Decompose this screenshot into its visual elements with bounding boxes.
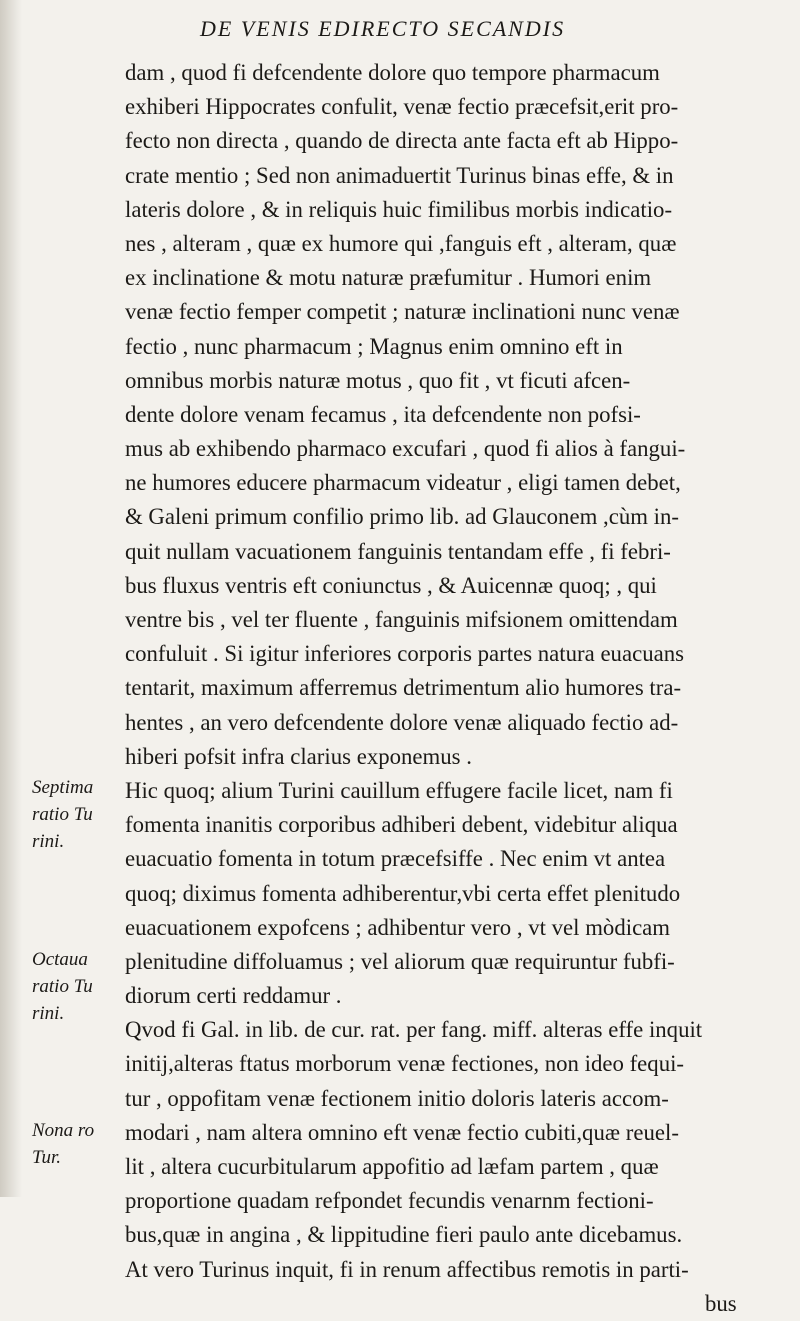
margin-note-nona: Nona ro Tur. bbox=[32, 1120, 95, 1168]
text-line: fectio , nunc pharmacum ; Magnus enim omnino eft in bbox=[125, 333, 623, 359]
text-line: euacuationem expofcens ; adhibentur vero , vt vel mòdicam bbox=[125, 914, 671, 940]
text-line: crate mentio ; Sed non animaduertit Turinus binas effe, & in bbox=[125, 162, 674, 188]
text-line: omnibus morbis naturæ motus , quo fit , vt ficuti afcen- bbox=[125, 367, 631, 393]
text-line: exhiberi Hippocrates confulit, venæ fectio præcefsit,erit pro- bbox=[125, 94, 679, 120]
text-line: plenitudine diffoluamus ; vel aliorum quæ requiruntur fubfi- bbox=[125, 948, 675, 974]
text-line: proportione quadam refpondet fecundis venarnm fectioni- bbox=[125, 1188, 654, 1214]
text-line: ne humores educere pharmacum videatur , eligi tamen debet, bbox=[125, 470, 681, 496]
text-line: tur , oppofitam venæ fectionem initio doloris lateris accom- bbox=[125, 1085, 669, 1111]
running-header: DE VENIS EDIRECTO SECANDIS bbox=[200, 16, 566, 41]
margin-note-septima: Septima ratio Tu rini. bbox=[32, 777, 94, 852]
text-line: hentes , an vero defcendente dolore venæ aliquado fectio ad- bbox=[125, 709, 679, 735]
text-line: ex inclinatione & motu naturæ præfumitur . Humori enim bbox=[125, 265, 652, 291]
text-line: venæ fectio femper competit ; naturæ inclinationi nunc venæ bbox=[125, 299, 680, 325]
text-line: bus,quæ in angina , & lippitudine fieri paulo ante dicebamus. bbox=[125, 1222, 683, 1248]
text-line: initij,alteras ftatus morborum venæ fectiones, non ideo fequi- bbox=[125, 1051, 685, 1077]
text-line: bus bbox=[705, 1290, 737, 1316]
body-text bbox=[125, 56, 780, 1321]
text-line: modari , nam altera omnino eft venæ fectio cubiti,quæ reuel- bbox=[125, 1119, 679, 1145]
text-line: Hic quoq; alium Turini cauillum effugere facile licet, nam fi bbox=[125, 777, 673, 803]
text-line: bus fluxus ventris eft coniunctus , & Auicennæ quoq; , qui bbox=[125, 572, 657, 598]
text-line: confuluit . Si igitur inferiores corporis partes natura euacuans bbox=[125, 641, 684, 667]
text-line: At vero Turinus inquit, fi in renum affectibus remotis in parti- bbox=[125, 1256, 689, 1282]
page-gutter-shadow bbox=[0, 0, 22, 1197]
text-line: nes , alteram , quæ ex humore qui ,fanguis eft , alteram, quæ bbox=[125, 230, 677, 256]
text-line: ventre bis , vel ter fluente , fanguinis mifsionem omittendam bbox=[125, 607, 678, 632]
text-line: mus ab exhibendo pharmaco excufari , quod fi alios à fangui- bbox=[125, 436, 686, 462]
text-line: lateris dolore , & in reliquis huic fimilibus morbis indicatio- bbox=[125, 196, 673, 222]
text-line: diorum certi reddamur . bbox=[125, 983, 342, 1009]
text-line: tentarit, maximum afferremus detrimentum alio humores tra- bbox=[125, 675, 682, 701]
text-line: euacuatio fomenta in totum præcefsiffe . Nec enim vt antea bbox=[125, 846, 666, 872]
text-line: dente dolore venam fecamus , ita defcendente non pofsi- bbox=[125, 401, 641, 427]
text-line: hiberi pofsit infra clarius exponemus . bbox=[125, 743, 472, 769]
text-line: Qvod fi Gal. in lib. de cur. rat. per fang. miff. alteras effe inquit bbox=[125, 1017, 703, 1043]
text-line: fomenta inanitis corporibus adhiberi debent, videbitur aliqua bbox=[125, 812, 678, 838]
text-line: & Galeni primum confilio primo lib. ad Glauconem ,cùm in- bbox=[125, 504, 679, 530]
margin-note-octaua: Octaua ratio Tu rini. bbox=[32, 949, 93, 1024]
text-line: quit nullam vacuationem fanguinis tentandam effe , fi febri- bbox=[125, 538, 671, 564]
text-line: lit , altera cucurbitularum appofitio ad læfam partem , quæ bbox=[125, 1154, 659, 1179]
text-line: quoq; diximus fomenta adhiberentur,vbi certa effet plenitudo bbox=[125, 880, 681, 906]
text-line: fecto non directa , quando de directa ante facta eft ab Hippo- bbox=[125, 128, 679, 154]
text-line: dam , quod fi defcendente dolore quo tempore pharmacum bbox=[125, 60, 660, 85]
